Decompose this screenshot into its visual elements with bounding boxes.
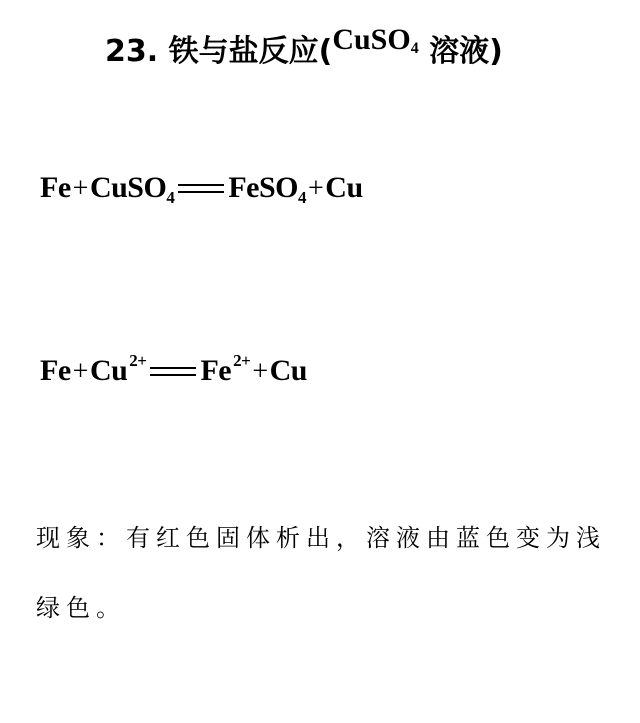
reactant-copper-ion: Cu — [89, 354, 128, 387]
plus-sign: + — [307, 173, 324, 204]
equals-sign — [150, 367, 196, 376]
product-copper: Cu — [269, 354, 307, 387]
subscript: 4 — [297, 188, 306, 207]
charge-superscript: 2+ — [129, 351, 147, 370]
product-iron-sulfate: FeSO — [228, 171, 298, 204]
title-prefix: 23. 铁与盐反应( — [105, 34, 333, 69]
title-formula-main: CuSO — [332, 23, 411, 56]
title-suffix: 溶液) — [418, 34, 503, 69]
subscript: 4 — [166, 188, 175, 207]
page-title — [105, 24, 625, 80]
product-iron-ion: Fe — [200, 354, 232, 387]
phenomenon-description: 现象：有红色固体析出，溶液由蓝色变为浅绿色。 — [36, 524, 606, 622]
title-formula — [332, 23, 418, 56]
plus-sign: + — [72, 356, 88, 387]
plus-sign: + — [252, 356, 268, 387]
chemical-equation-molecular — [40, 166, 363, 210]
reactant-iron: Fe — [40, 171, 71, 204]
chemical-equation-ionic — [40, 349, 307, 393]
charge-superscript: 2+ — [233, 351, 251, 370]
reactant-copper-sulfate: CuSO — [89, 171, 167, 204]
plus-sign: + — [72, 173, 88, 204]
equals-sign — [178, 184, 224, 193]
reactant-iron: Fe — [40, 354, 71, 387]
product-copper: Cu — [325, 171, 363, 204]
title-formula-subscript: 4 — [410, 40, 419, 57]
